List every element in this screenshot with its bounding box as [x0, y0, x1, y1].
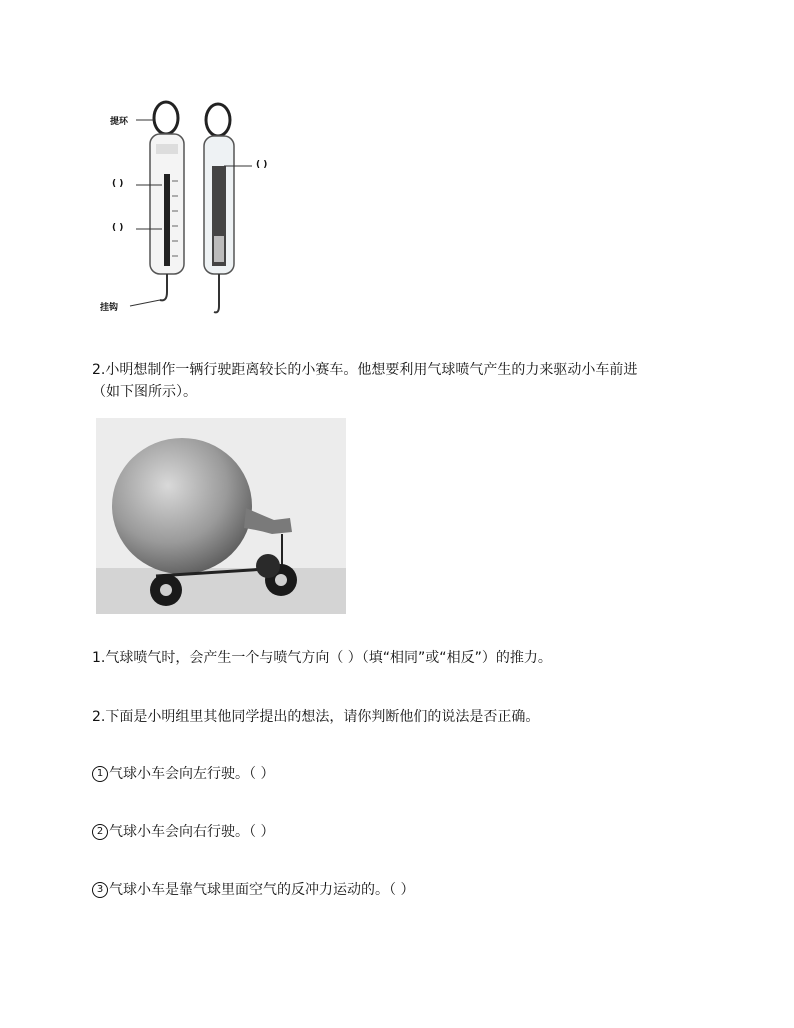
item-text: 气球小车是靠气球里面空气的反冲力运动的。（ ）	[109, 882, 415, 898]
question-2-line-2: （如下图所示）。	[92, 384, 197, 400]
blank-scale-label-b: ( )	[112, 223, 124, 233]
hook-label: 挂钩	[100, 303, 119, 313]
item-number-circle: 1	[92, 766, 108, 782]
balloon-car-drawing	[96, 418, 346, 614]
judgement-item	[92, 880, 414, 900]
item-text: 气球小车会向右行驶。（ ）	[109, 824, 275, 840]
blank-scale-label-c: ( )	[256, 160, 268, 170]
spring-scale-figure	[100, 96, 300, 318]
spring-scale-drawing	[100, 96, 300, 318]
item-text: 气球小车会向左行驶。（ ）	[109, 766, 275, 782]
blank-scale-label-a: ( )	[112, 179, 124, 189]
item-number-circle: 2	[92, 824, 108, 840]
question-2-line-1: 2.小明想制作一辆行驶距离较长的小赛车。他想要利用气球喷气产生的力来驱动小车前进	[92, 362, 638, 378]
sub-question-2: 2.下面是小明组里其他同学提出的想法，请你判断他们的说法是否正确。	[92, 709, 540, 725]
balloon-car-figure	[96, 418, 346, 614]
item-number-circle: 3	[92, 882, 108, 898]
judgement-item	[92, 822, 274, 842]
judgement-item	[92, 764, 274, 784]
sub-question-1: 1.气球喷气时，会产生一个与喷气方向（ ）（填“相同”或“相反”）的推力。	[92, 650, 552, 666]
handle-label: 提环	[110, 117, 129, 127]
